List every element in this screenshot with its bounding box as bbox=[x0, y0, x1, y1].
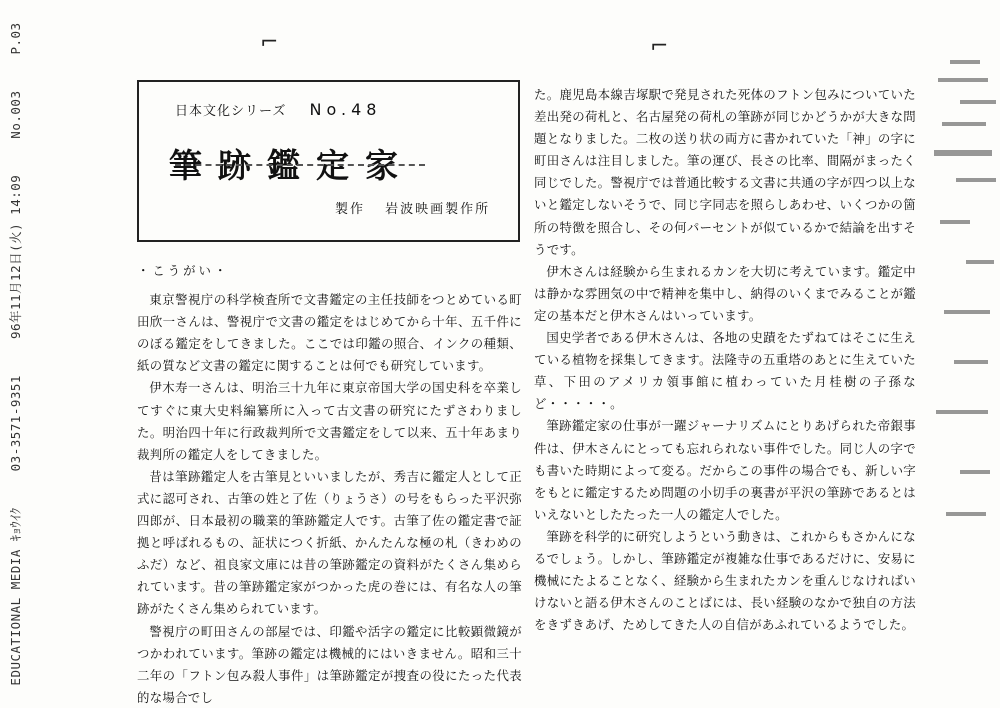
paragraph: 東京警視庁の科学検査所で文書鑑定の主任技師をつとめている町田欣一さんは、警視庁で文書の鑑定をはじめてから十年、五千件にのぼる鑑定をしてきました。ここでは印鑑の照合、インクの種類、紙の質など文書の鑑定に関することは何でも研究しています。 bbox=[137, 292, 522, 374]
series-line bbox=[175, 100, 381, 119]
paragraph: 国史学者である伊木さんは、各地の史蹟をたずねてはそこに生えている植物を採集してきます。法隆寺の五重塔のあとに生えていた草、下田のアメリカ領事館に植わっていた月桂樹の子孫など・・・・・。 bbox=[534, 330, 916, 412]
document-title: 筆跡鑑定家 bbox=[169, 146, 414, 185]
left-column bbox=[137, 260, 522, 709]
section-heading: ・こうがい・ bbox=[137, 263, 230, 278]
scan-mark: ⌐ bbox=[650, 34, 669, 59]
title-underline bbox=[175, 164, 425, 166]
fax-transmission-header bbox=[4, 0, 26, 708]
paragraph: た。鹿児島本線吉塚駅で発見された死体のフトン包みについていた差出発の荷札と、名古屋発の荷札の筆跡が同じかどうかが大きな問題となりました。二枚の送り状の両方に書かれていた「神」の字に町田さんは注目しました。筆の運び、長さの比率、間隔がまったく同じでした。警視庁では普通比較する文書に共通の字が四つ以上ないと鑑定しないそうで、同じ字同志を照らしあわせ、いくつかの箇所の特徴を照合し、その何パーセントが似ているかで結論を出すそうです。 bbox=[534, 87, 916, 257]
paragraph: 伊木さんは経験から生まれるカンを大切に考えています。鑑定中は静かな雰囲気の中で精神を集中し、納得のいくまでみることが鑑定の基本だと伊木さんはいっています。 bbox=[534, 263, 916, 323]
paragraph: 昔は筆跡鑑定人を古筆見といいましたが、秀吉に鑑定人として正式に認可され、古筆の姓と了佐（りょうさ）の号をもらった平沢弥四郎が、日本最初の職業的筆跡鑑定人です。古筆了佐の鑑定書で証拠と呼ばれるもの、証状につく折紙、かんたんな極の札（きわめのふだ）など、祖良家文庫には昔の筆跡鑑定の資料がたくさん集められています。昔の筆跡鑑定家がつかった虎の巻には、有名な人の筆跡がたくさん集められています。 bbox=[137, 468, 522, 617]
series-number: No.48 bbox=[309, 100, 382, 119]
fax-doc-number: No.003 bbox=[8, 90, 23, 139]
producer-name: 岩波映画製作所 bbox=[385, 202, 491, 217]
series-name: 日本文化シリーズ bbox=[175, 104, 287, 119]
fax-phone: 03-3571-9351 bbox=[8, 375, 23, 472]
title-box bbox=[137, 80, 520, 242]
paragraph: 筆跡を科学的に研究しようという動きは、これからもさかんになるでしょう。しかし、筆跡鑑定が複雑な仕事であるだけに、安易に機械にたよることなく、経験から生まれたカンを重んじなければいけないと語る伊木さんのことばには、長い経験のなかで独自の方法をきずきあげ、ためしてきた人の自信があふれているようでした。 bbox=[534, 528, 916, 633]
paragraph: 警視庁の町田さんの部屋では、印鑑や活字の鑑定に比較顕微鏡がつかわれています。筆跡の鑑定は機械的にはいきません。昭和三十二年の「フトン包み殺人事件」は筆跡鑑定が捜査の役にたった代表的な場合でし bbox=[137, 623, 522, 705]
scan-noise bbox=[930, 60, 1000, 530]
paragraph: 筆跡鑑定家の仕事が一躍ジャーナリズムにとりあげられた帝銀事件は、伊木さんにとっても忘れられない事件でした。同じ人の字でも書いた時期によって変る。だからこの事件の場合でも、新しい字をもとに鑑定するため問題の小切手の裏書が平沢の筆跡であるとはいえないとしたたった一人の鑑定人でした。 bbox=[534, 418, 916, 522]
producer-label: 製作 bbox=[335, 202, 366, 217]
producer-line bbox=[335, 198, 490, 217]
fax-timestamp: 96年11月12日(火) 14:09 bbox=[8, 174, 23, 340]
right-column bbox=[534, 84, 916, 636]
fax-page-number: P.03 bbox=[8, 22, 23, 55]
fax-sender: EDUCATIONAL MEDIA ｷｮｳｲｸ bbox=[8, 507, 23, 686]
paragraph: 伊木寿一さんは、明治三十九年に東京帝国大学の国史科を卒業してすぐに東大史料編纂所に入って古文書の研究にたずさわりました。明治四十年に行政裁判所で文書鑑定をして以来、五十年あまり裁判所の鑑定人をしてきました。 bbox=[137, 380, 522, 462]
scan-mark: ⌐ bbox=[260, 30, 279, 55]
